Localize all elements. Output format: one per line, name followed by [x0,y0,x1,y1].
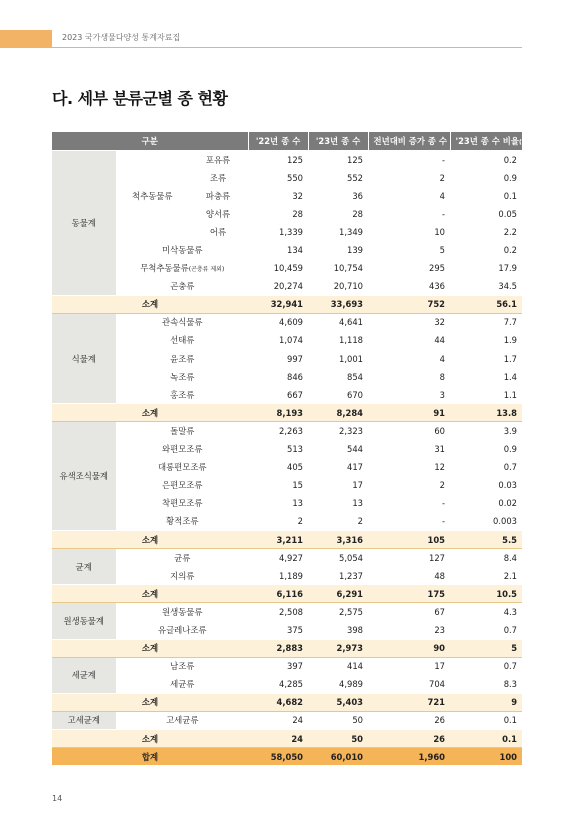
cell-2023: 2,973 [308,639,368,657]
grand-total-row [52,748,522,766]
cell-increase: 26 [368,711,450,729]
cell-ratio: 0.003 [450,512,522,530]
cell-2022: 4,927 [248,549,308,567]
cell-ratio: 0.2 [450,151,522,169]
row-label: 조류 [188,169,248,187]
row-label: 윤조류 [116,350,248,368]
cell-2023: 20,710 [308,277,368,295]
subtotal-label: 소계 [52,404,248,422]
cell-2023: 17 [308,476,368,494]
cell-ratio: 56.1 [450,295,522,313]
cell-2022: 3,211 [248,530,308,548]
cell-2022: 997 [248,350,308,368]
cell-2022: 4,682 [248,693,308,711]
cell-increase: 12 [368,458,450,476]
subtotal-row [52,295,522,313]
cell-increase: 32 [368,313,450,331]
cell-2023: 1,118 [308,331,368,349]
row-label: 미삭동물류 [116,241,248,259]
cell-2022: 125 [248,151,308,169]
cell-increase: 48 [368,567,450,585]
cell-2022: 134 [248,241,308,259]
cell-2023: 1,001 [308,350,368,368]
cell-ratio: 1.1 [450,386,522,404]
cell-ratio: 1.9 [450,331,522,349]
col-header-2023: '23년 종 수 [308,132,368,151]
table-row [52,657,522,675]
row-label: 돌말류 [116,422,248,440]
cell-increase: 4 [368,350,450,368]
cell-2022: 2,883 [248,639,308,657]
group-animals: 동물계 [52,151,116,296]
table-row [52,621,522,639]
table-row [52,711,522,729]
row-label: 대롱편모조류 [116,458,248,476]
cell-ratio: 0.9 [450,169,522,187]
row-label: 포유류 [188,151,248,169]
table-row [52,603,522,621]
cell-ratio: 0.7 [450,458,522,476]
cell-2023: 60,010 [308,748,368,766]
cell-2022: 15 [248,476,308,494]
page-number: 14 [52,794,63,803]
cell-2022: 24 [248,730,308,748]
cell-2023: 2,323 [308,422,368,440]
cell-ratio: 10.5 [450,585,522,603]
table-row [52,476,522,494]
row-label: 세균류 [116,675,248,693]
cell-2023: 398 [308,621,368,639]
row-label: 남조류 [116,657,248,675]
cell-increase: - [368,494,450,512]
cell-ratio: 34.5 [450,277,522,295]
cell-ratio: 0.02 [450,494,522,512]
row-label: 파충류 [188,187,248,205]
group-bacteria: 세균계 [52,657,116,693]
cell-2023: 13 [308,494,368,512]
header-accent-tab [0,30,52,48]
cell-ratio: 0.03 [450,476,522,494]
table-row [52,151,522,169]
cell-increase: 105 [368,530,450,548]
cell-ratio: 8.4 [450,549,522,567]
header-rule [52,47,522,48]
cell-2022: 4,609 [248,313,308,331]
subtotal-label: 소계 [52,295,248,313]
cell-ratio: 0.7 [450,621,522,639]
row-label: 관속식물류 [116,313,248,331]
cell-2022: 28 [248,205,308,223]
cell-ratio: 1.4 [450,368,522,386]
table-row [52,440,522,458]
table-row [52,313,522,331]
group-archaea: 고세균계 [52,711,116,729]
cell-2023: 1,237 [308,567,368,585]
cell-2023: 544 [308,440,368,458]
row-label: 곤충류 [116,277,248,295]
species-table [52,132,531,765]
cell-ratio: 2.1 [450,567,522,585]
cell-2022: 4,285 [248,675,308,693]
cell-2023: 417 [308,458,368,476]
cell-increase: 91 [368,404,450,422]
group-chromista: 유색조식물계 [52,422,116,531]
subgroup-vertebrates: 척추동물류 [116,151,188,241]
row-label: 지의류 [116,567,248,585]
row-label: 홍조류 [116,386,248,404]
table-row [52,331,522,349]
running-header: 2023 국가생물다양성 통계자료집 [62,33,181,42]
cell-2022: 1,339 [248,223,308,241]
cell-2023: 36 [308,187,368,205]
row-label-note: (곤충류 제외) [188,266,225,274]
subtotal-row [52,639,522,657]
cell-2022: 2 [248,512,308,530]
subtotal-label: 소계 [52,730,248,748]
cell-2023: 8,284 [308,404,368,422]
table-row [52,277,522,295]
cell-2022: 397 [248,657,308,675]
cell-2022: 667 [248,386,308,404]
row-label: 원생동물류 [116,603,248,621]
cell-2023: 552 [308,169,368,187]
cell-2023: 5,403 [308,693,368,711]
cell-2022: 32,941 [248,295,308,313]
row-label-text: 무척추동물류 [140,263,189,274]
col-header-increase: 전년대비 증가 종 수 [368,132,450,151]
cell-2022: 10,459 [248,259,308,277]
cell-2022: 375 [248,621,308,639]
cell-2023: 10,754 [308,259,368,277]
row-label: 유글레나조류 [116,621,248,639]
cell-2022: 405 [248,458,308,476]
cell-ratio: 8.3 [450,675,522,693]
cell-2023: 854 [308,368,368,386]
cell-2022: 20,274 [248,277,308,295]
cell-2022: 58,050 [248,748,308,766]
cell-increase: 44 [368,331,450,349]
cell-ratio: 9 [450,693,522,711]
grand-total-label: 합계 [52,748,248,766]
cell-ratio: 0.7 [450,657,522,675]
table-row [52,350,522,368]
cell-increase: 67 [368,603,450,621]
cell-ratio: 0.1 [450,187,522,205]
cell-increase: 2 [368,476,450,494]
cell-2023: 4,641 [308,313,368,331]
subtotal-label: 소계 [52,693,248,711]
cell-2023: 6,291 [308,585,368,603]
table-row [52,494,522,512]
cell-increase: 436 [368,277,450,295]
row-label: 균류 [116,549,248,567]
subtotal-row [52,693,522,711]
row-label: 선태류 [116,331,248,349]
subtotal-row [52,585,522,603]
row-label: 착편모조류 [116,494,248,512]
cell-2022: 13 [248,494,308,512]
cell-2023: 50 [308,711,368,729]
table-row [52,386,522,404]
cell-increase: 26 [368,730,450,748]
cell-ratio: 0.05 [450,205,522,223]
col-header-ratio-label: '23년 종 수 비율 [455,136,519,146]
cell-2023: 5,054 [308,549,368,567]
cell-2022: 24 [248,711,308,729]
cell-increase: 2 [368,169,450,187]
table-row [52,512,522,530]
cell-increase: - [368,205,450,223]
subtotal-row [52,530,522,548]
cell-increase: 5 [368,241,450,259]
cell-ratio: 7.7 [450,313,522,331]
cell-2022: 6,116 [248,585,308,603]
cell-increase: 17 [368,657,450,675]
cell-2022: 846 [248,368,308,386]
table-row [52,259,522,277]
row-label [116,259,248,277]
cell-increase: 1,960 [368,748,450,766]
cell-increase: 4 [368,187,450,205]
cell-2023: 125 [308,151,368,169]
cell-2022: 2,508 [248,603,308,621]
cell-increase: 175 [368,585,450,603]
row-label: 은편모조류 [116,476,248,494]
cell-2023: 670 [308,386,368,404]
cell-increase: - [368,151,450,169]
table-row [52,549,522,567]
cell-increase: 31 [368,440,450,458]
cell-2022: 513 [248,440,308,458]
cell-ratio: 5.5 [450,530,522,548]
cell-increase: 295 [368,259,450,277]
cell-increase: - [368,512,450,530]
cell-2022: 2,263 [248,422,308,440]
cell-2022: 8,193 [248,404,308,422]
cell-2023: 139 [308,241,368,259]
cell-ratio: 0.9 [450,440,522,458]
cell-ratio: 13.8 [450,404,522,422]
table-header-row [52,132,522,151]
cell-2022: 1,189 [248,567,308,585]
cell-2023: 2 [308,512,368,530]
cell-increase: 60 [368,422,450,440]
cell-increase: 127 [368,549,450,567]
cell-2023: 2,575 [308,603,368,621]
cell-increase: 721 [368,693,450,711]
subtotal-label: 소계 [52,585,248,603]
cell-increase: 704 [368,675,450,693]
cell-increase: 90 [368,639,450,657]
cell-increase: 752 [368,295,450,313]
cell-increase: 10 [368,223,450,241]
table-row [52,567,522,585]
cell-ratio: 2.2 [450,223,522,241]
subtotal-row [52,730,522,748]
cell-2023: 28 [308,205,368,223]
cell-2023: 3,316 [308,530,368,548]
cell-increase: 3 [368,386,450,404]
col-header-category: 구분 [52,132,248,151]
table-row [52,368,522,386]
col-header-2022: '22년 종 수 [248,132,308,151]
row-label: 황적조류 [116,512,248,530]
cell-ratio: 0.2 [450,241,522,259]
cell-ratio: 5 [450,639,522,657]
cell-ratio: 100 [450,748,522,766]
cell-ratio: 17.9 [450,259,522,277]
cell-2022: 32 [248,187,308,205]
row-label: 고세균류 [116,711,248,729]
col-header-ratio-unit: (%) [518,139,531,146]
cell-ratio: 0.1 [450,730,522,748]
cell-2022: 1,074 [248,331,308,349]
table-row [52,241,522,259]
group-protozoa: 원생동물계 [52,603,116,639]
cell-2023: 4,989 [308,675,368,693]
row-label: 와편모조류 [116,440,248,458]
cell-ratio: 3.9 [450,422,522,440]
row-label: 양서류 [188,205,248,223]
cell-2023: 1,349 [308,223,368,241]
page-title: 다. 세부 분류군별 종 현황 [52,89,228,108]
row-label: 어류 [188,223,248,241]
cell-2023: 50 [308,730,368,748]
cell-ratio: 4.3 [450,603,522,621]
cell-2022: 550 [248,169,308,187]
cell-2023: 33,693 [308,295,368,313]
subtotal-row [52,404,522,422]
table-row [52,675,522,693]
row-label: 녹조류 [116,368,248,386]
cell-ratio: 0.1 [450,711,522,729]
cell-2023: 414 [308,657,368,675]
group-plants: 식물계 [52,313,116,403]
cell-ratio: 1.7 [450,350,522,368]
col-header-ratio [450,132,531,151]
cell-increase: 23 [368,621,450,639]
table-row [52,422,522,440]
subtotal-label: 소계 [52,639,248,657]
group-fungi: 균계 [52,549,116,585]
cell-increase: 8 [368,368,450,386]
table-row [52,458,522,476]
subtotal-label: 소계 [52,530,248,548]
